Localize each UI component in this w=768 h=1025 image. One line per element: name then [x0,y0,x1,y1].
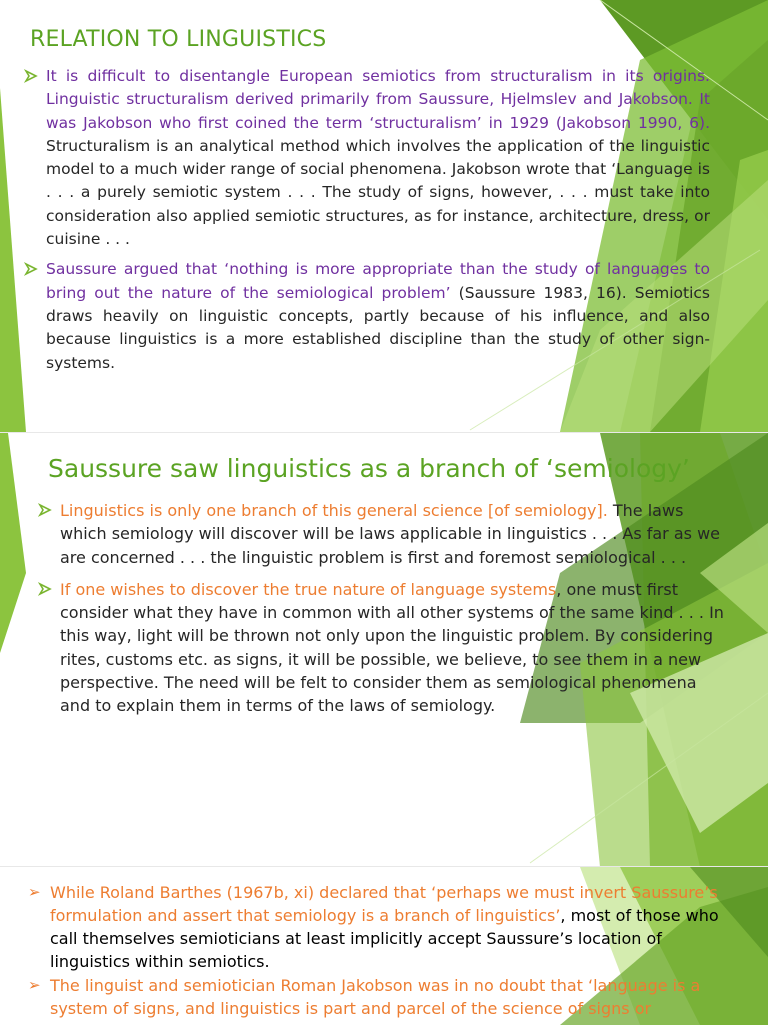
slide-2-bullet-2 [38,578,728,718]
arrow-bullet-icon [38,503,52,517]
arrow-bullet-icon [24,69,38,83]
bullet-text-body: (Saussure 1983, 16). Semiotics draws heavily on linguistic concepts, partly because of his influence, and also because linguistics is a more established discipline than the study of other sign-systems. [46,283,710,372]
slide-3 [0,866,768,1025]
slide-2-bullets [38,499,728,718]
bullet-text-body: , most of those who call themselves semioticians at least implicitly accept Saussure’s location of linguistics within semiotics. [50,906,719,971]
bullet-text-body: The laws which semiology will discover will be laws applicable in linguistics . . . As far as we are concerned . . . the linguistic problem is first and foremost semiological . . . [60,501,720,567]
slide-1-bullet-1 [24,65,710,251]
slide-3-bullet-1 [28,881,728,973]
bullet-text-highlight: Saussure argued that ‘nothing is more appropriate than the study of languages to bring out the nature of the semiological problem’ [46,260,710,302]
arrow-bullet-icon: ➢ [28,883,41,901]
slide-2-title: Saussure saw linguistics as a branch of ‘semiology’ [48,454,690,483]
slide-1-bullet-2 [24,258,710,374]
bullet-text-highlight: It is difficult to disentangle European semiotics from structuralism in its origins. Linguistic structuralism derived primarily from Saussure, Hjelmslev and Jakobson. It was Jakobson who first coined the term ‘structuralism’ in 1929 (Jakobson 1990, 6). [46,67,710,132]
slide-1 [0,0,768,432]
arrow-bullet-icon: ➢ [28,976,41,994]
bullet-text-highlight: Linguistics is only one branch of this general science [of semiology]. [60,501,608,520]
slide-1-bullets [24,65,710,375]
arrow-bullet-icon [24,262,38,276]
bullet-text-body: , one must first consider what they have in common with all other systems of the same kind . . . In this way, light will be thrown not only upon the linguistic problem. By considering rites, customs etc. as signs, it will be possible, we believe, to see them in a new perspective. The need will be felt to consider them as semiological phenomena and to explain them in terms of the laws of semiology. [60,579,724,716]
slide-1-title: RELATION TO LINGUISTICS [30,27,327,52]
slide-3-bullets [28,881,728,1020]
bullet-text-body: Structuralism is an analytical method which involves the application of the linguistic model to a much wider range of social phenomena. Jakobson wrote that ‘Language is . . . a purely semiotic system . . . The study of signs, however, . . . must take into consideration also applied semiotic structures, as for instance, architecture, dress, or cuisine . . . [46,136,710,249]
bullet-text-highlight: The linguist and semiotician Roman Jakobson was in no doubt that ‘language is a system of signs, and linguistics is part and parcel of the science of signs or [50,976,701,1018]
arrow-bullet-icon [38,582,52,596]
slide-2 [0,432,768,867]
bullet-text-highlight: If one wishes to discover the true nature of language systems [60,579,557,599]
slide-3-bullet-2 [28,974,728,1020]
bullet-text-highlight: While Roland Barthes (1967b, xi) declared that ‘perhaps we must invert Saussure’s formulation and assert that semiology is a branch of linguistics’ [50,883,718,925]
slide-2-bullet-1 [38,499,728,569]
